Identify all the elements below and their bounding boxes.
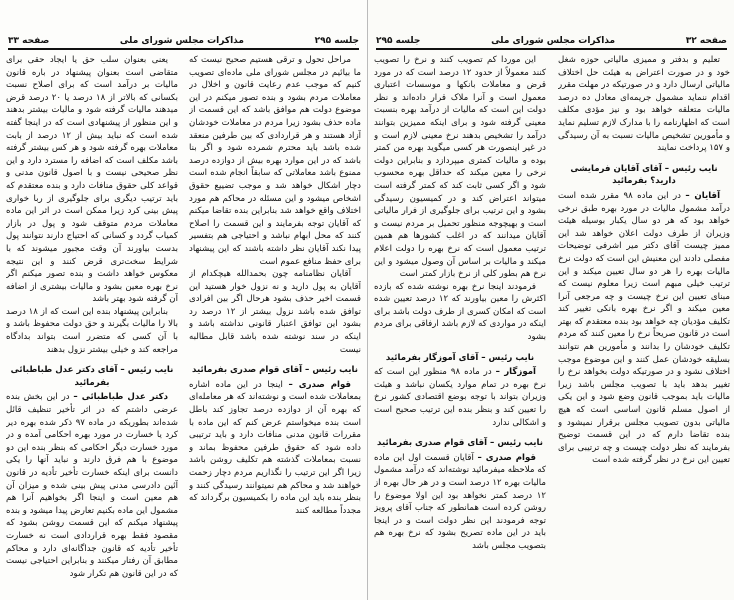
session-number: جلسه ۲۹۵	[376, 36, 421, 46]
speaker-name: آموزگار –	[495, 367, 537, 378]
speaker-heading: نایب رئیس – آقای قوام صدری بفرمائید	[192, 365, 358, 376]
body-paragraph: بنابراین پیشنهاد بنده این است که از ۱۸ درصد بالا را مالیات بگیرند و حق دولت محفوظ باشد و با آن کسی که متضرر است بتواند بدادگاه مراجعه کند و خیلی بیشتر نزول بدهند	[6, 306, 178, 355]
speaker-name: دکتر عدل طباطبائی –	[73, 392, 169, 403]
speech-text: در این ماده ۹۸ مقرر شده است درآمد مشمول مالیات در مورد بهره طبق نرخی خواهد بود که هر دو سال یکبار بوسیله هیئت وزیران از طرف دولت اعلان خواهد شد این ممیز چیست آقای دکتر میر اشرفی توضیحات مفصلی دادند این معنیش این است که دولت نرخ مالیات بهره را هر دو سال تعیین میکند و این ترتیب خیلی مبهم است زیرا معلوم نیست که مبنای تعیین این نرخ چیست و چه مرجعی آنرا معین میکند و اگر نرخ بهره بانکی تغییر کند تکلیف مؤدیان چه خواهد بود بنده معتقدم که بهتر است در قانون صریحاً نرخ را معین کنند که مردم تکلیف خودشان را بدانند و مأمورین هم نتوانند بسلیقه خودشان عمل کنند و این موضوع موجب اختلاف نشود و در صورتیکه دولت بخواهد نرخ را تغییر بدهد باید با تصویب مجلس باشد زیرا مالیات باید بموجب قانون وضع شود و این یکی از اصول مسلم قانون اساسی است که هیچ مالیاتی بدون تصویب مجلس برقرار نمیشود و بنده تقاضا دارم که در این قسمت توضیح بفرمایند که نظر دولت چیست و چه ترتیبی برای تعیین این نرخ در نظر گرفته شده است	[558, 190, 730, 466]
speech-paragraph	[6, 391, 178, 580]
body-paragraph: تعلیم و بدفتر و ممیزی مالیاتی حوزه شغل خود و در صورت اعتراض به هیئت حل اختلاف مالیاتی ارسال دارد و در صورتیکه در مهلت مقرر اقدام ننماید مشمول جریمه‌ای معادل ده درصد مالیات متعلقه خواهد بود و نیز مؤدی مکلف است که اظهارنامه را با مدارک لازم تسلیم نماید و مأمورین تشخیص مالیات نسبت به آن رسیدگی و ۱۵۷ پرداخت نمایند	[558, 55, 730, 154]
running-title: مذاکرات مجلس شورای ملی	[491, 36, 616, 46]
text-column-left	[6, 54, 178, 594]
speaker-heading: نایب رئیس – آقای قوام صدری بفرمائید	[377, 438, 543, 449]
speech-text: آقایان قسمت اول این ماده که ملاحظه میفرمائید نوشته‌اند که درآمد مشمول مالیات بهره ۱۲ درصد است و در هر حال بهره از ۱۲ درصد کمتر نخواهد بود این اولا موضوع را روشن کرده است همانطور که جناب آقای پرویز توجه فرمودند این نظر دولت است و در اینجا باید در این ماده تصریح بشود که نرخ بهره هم بتصویب مجلس باشد	[374, 452, 546, 551]
running-title: مذاکرات مجلس شورای ملی	[119, 36, 244, 46]
header-rule	[8, 48, 359, 50]
session-number: جلسه ۲۹۵	[314, 36, 359, 46]
speech-text: در این بخش بنده عرضی داشتم که در اثر تأخیر تنظیف قائل شده‌اند بطوریکه در ماده ۹۷ ذکر شده بهره دیر کرد یا خسارت در مورد بهره احکامی آمده و در مورد خسارت دیگر احکامی که بنظر بنده این دو موضوع با هم فرق دارند و نباید آنها را یکی دانست برای اینکه خسارت تأخیر تأدیه در قانون آئین دادرسی مدنی پیش بینی شده و میزان آن هم معین است و اینجا اگر بخواهیم آنرا هم مشمول این ماده بکنیم تعارض پیدا میشود و بنده پیشنهاد میکنم که این قسمت روشن بشود که مقصود فقط بهره قراردادی است نه خسارت تأخیر تأدیه که قانون جداگانه‌ای دارد و محاکم مطابق آن رفتار میکنند و بنابراین احتیاجی نیست که در این قانون هم تکرار شود	[6, 392, 178, 579]
speech-paragraph	[374, 366, 546, 429]
speaker-name: قوام صدری –	[288, 379, 351, 390]
body-paragraph: این موردا کم تصویب کنند و نرخ را تصویب کنند معمولاً از حدود ۱۲ درصد است که در مورد قرض و معاملات بانکها و موسسات اعتباری معمول است و آنرا ملاک قرار داده‌اند و نظر دولت این است که مالیات از درآمد بهره بنسبت معینی گرفته شود و برای اینکه ممیزین بتوانند درآمد را تشخیص بدهند نرخ معینی لازم است و در غیر اینصورت هر کسی میگوید بهره من کمتر بوده و مالیات کمتری میپردازد و بنابراین دولت نرخی را معین میکند که حداقل بهره محسوب شود و اگر کسی ثابت کند که کمتر گرفته است میتواند اعتراض کند و در کمیسیون رسیدگی بشود و این ترتیب برای جلوگیری از فرار مالیاتی است و بهیچوجه منظور تحمیل بر مردم نیست و آقایان میدانند که در اغلب کشورها هم همین ترتیب معمول است که نرخ بهره را دولت اعلام میکند و مالیات بر اساس آن وصول میشود و این نرخ هم بطور کلی از نرخ بازار کمتر است	[374, 55, 546, 280]
speaker-heading: نایب رئیس – آقای دکتر عدل طباطبائی بفرمائید	[10, 365, 174, 388]
speaker-heading: نایب رئیس – آقای آموزگار بفرمائید	[385, 352, 535, 363]
speaker-name: آقایان –	[685, 190, 721, 201]
right-page	[367, 0, 734, 600]
speaker-name: قوام صدری –	[477, 452, 536, 463]
speech-paragraph	[558, 190, 730, 467]
text-column-left	[374, 54, 546, 594]
page-number: صفحه ۳۳	[8, 36, 50, 46]
body-paragraph: فرمودند اینجا نرخ بهره نوشته شده که بازده اکثرش را معین بیاورند که ۱۲ درصد تعیین شده است که امکان کسری از طرف دولت باشد برای اینکه در مواردی که لازم باشد ارفاقی برای مردم بشود	[374, 281, 546, 343]
speech-paragraph	[374, 452, 546, 553]
header-rule	[376, 48, 727, 50]
speaker-heading: نایب رئیس – آقای آقایان فرمایشی دارید؟ بفرمائید	[570, 163, 718, 187]
speech-text: اینجا در این ماده اشاره بمعاملات شده است و نوشته‌اند که هر معامله‌ای که بهره آن از دوازده درصد تجاوز کند باطل است بنده میخواستم عرض کنم که این ماده با مقررات قانون مدنی منافات دارد و باید ترتیبی داده شود که حقوق طرفین محفوظ بماند و نسبت بمعاملات گذشته هم تکلیف روشن باشد زیرا اگر این ترتیب را نگذاریم مردم دچار زحمت خواهند شد و محاکم هم نمیتوانند رسیدگی کنند و بنظر بنده باید این ماده را بکمیسیون برگرداند که مجدداً مطالعه کنند	[189, 379, 361, 516]
page-header	[8, 30, 359, 46]
text-column-right	[558, 54, 730, 594]
body-paragraph: مراحل تحول و ترقی هستیم صحیح نیست که ما بیائیم در مجلس شورای ملی ماده‌ای تصویب کنیم که موجب عدم رعایت قانون و اخلال در معاملات مردم بشود و بنده تصور میکنم در این موضوع دولت هم موافق باشد که این قسمت از ماده حذف بشود زیرا مردم در معاملات خودشان آزاد هستند و هر قراردادی که بین طرفین منعقد شده باشد باید محترم شمرده شود و اگر بنا باشد که در این موارد بهره بیش از دوازده درصد ممنوع باشد معاملاتی که سابقاً انجام شده است دچار اشکال خواهد شد و موجب تضییع حقوق اشخاص میشود و این مسئله در محاکم هم مورد اختلاف واقع خواهد شد بنابراین بنده تقاضا میکنم که آقایان توجه بفرمایند و این قسمت را اصلاح کنند که محل ابهام نباشد و احتیاجی هم بتفسیر پیدا نکند آقایان نظر داشته باشند که این پیشنهاد برای حفظ منافع عموم است	[189, 55, 361, 267]
text-column-right	[189, 54, 361, 594]
page-number: صفحه ۳۲	[685, 36, 727, 46]
body-paragraph: آقایان نظامنامه چون بحمدالله هیچکدام از آقایان به پول دارید و نه نزول خوار هستید این قسمت اخیر حذف بشود هرحال اگر بین افرادی توافق شده باشد نزول بیشتر از ۱۲ درصد رد بشود این توافق اعتبار قانونی نداشته باشد و اینکه در سند نوشته شده باشد قابل مطالبه نیست	[189, 269, 361, 355]
page-header	[376, 30, 727, 46]
speech-paragraph	[189, 379, 361, 518]
body-paragraph: یعنی بعنوان سلب حق یا ایجاد حقی برای متقاضی است بعنوان پیشنهاد در باره قانون مالیات بر درآمد است که برای اصلاح نسبت بکسانی که بالاتر از ۱۸ درصد یا ۲۰ درصد قرض میدهند مالیات گرفته شود و مالیات بیشتر بدهند و این منظور از پیشنهادی است که در اینجا گفته شده است که نباید بیش از ۱۲ درصد از بابت معاملات بهره گرفته شود و هر کس بیشتر گرفته باشد مکلف است که اضافه را مسترد دارد و این نظر صحیحی نیست و با اصول قانون مدنی و قواعد کلی حقوق منافات دارد و بنده معتقدم که باید ترتیب دیگری برای جلوگیری از ربا خواری پیش بینی کرد زیرا ممکن است در اثر این ماده معاملات مردم متوقف شود و پول در بازار کمیاب گردد و کسانی که احتیاج دارند نتوانند پول بدست بیاورند آن وقت مجبور میشوند که با شرایط سخت‌تری قرض کنند و این نتیجه معکوس خواهد داشت و بنده تصور میکنم اگر نرخ بهره معین بشود و مالیات بیشتری از اضافه آن گرفته شود بهتر باشد	[6, 55, 178, 305]
speech-text: در ماده ۹۸ منظور این است که نرخ بهره در تمام موارد یکسان نباشد و هیئت وزیران بتواند با توجه بوضع اقتصادی کشور نرخ را تعیین کند و بنظر بنده این ترتیب صحیح است و اشکالی ندارد	[374, 367, 546, 428]
